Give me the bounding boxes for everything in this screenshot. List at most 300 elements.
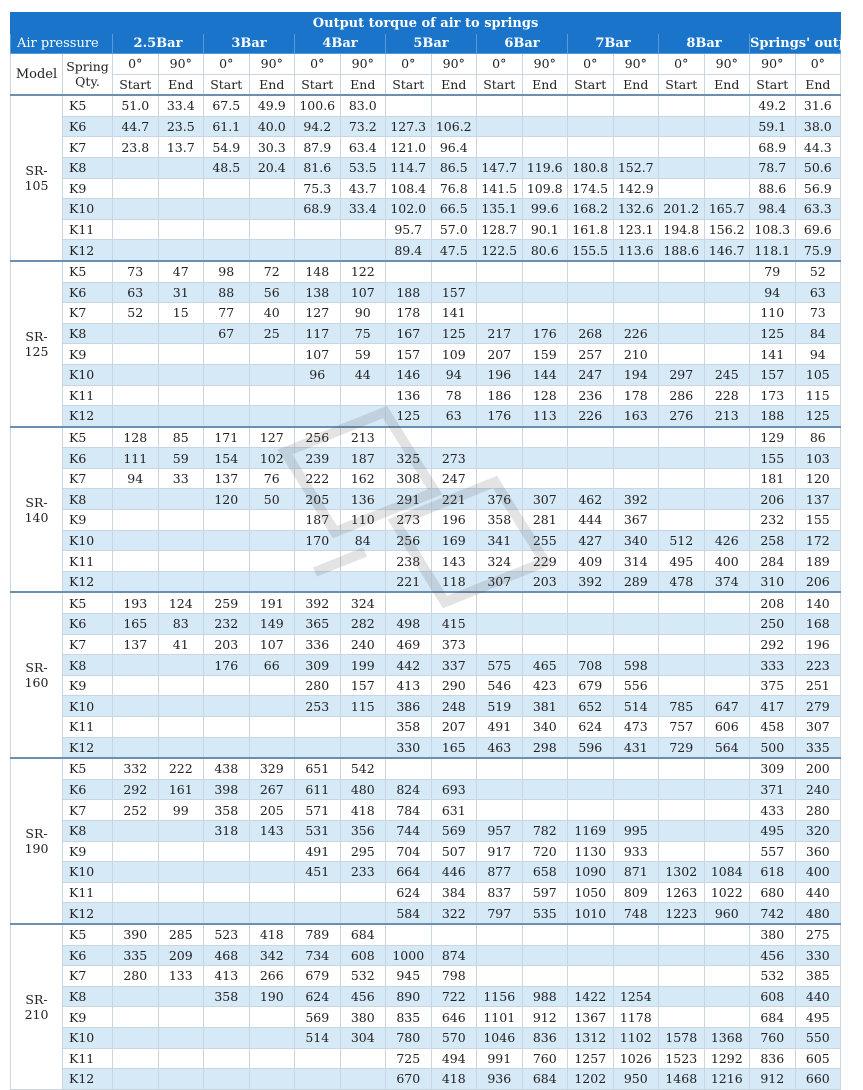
torque-value-cell: [249, 1048, 295, 1069]
torque-value-cell: [613, 924, 659, 945]
spring-qty-cell: K5: [63, 427, 113, 448]
torque-value-cell: 157: [386, 344, 432, 365]
torque-value-cell: [477, 966, 523, 987]
torque-value-cell: 523: [204, 924, 250, 945]
torque-value-cell: [113, 157, 159, 178]
torque-value-cell: 468: [204, 945, 250, 966]
torque-value-cell: 456: [750, 945, 796, 966]
torque-value-cell: 132.6: [613, 199, 659, 220]
torque-value-cell: 78.7: [750, 157, 796, 178]
torque-value-cell: [477, 634, 523, 655]
torque-value-cell: 63: [431, 406, 477, 427]
torque-value-cell: 478: [659, 571, 705, 592]
torque-value-cell: 137: [113, 634, 159, 655]
torque-value-cell: [113, 1048, 159, 1069]
torque-value-cell: 423: [522, 675, 568, 696]
torque-value-cell: [477, 116, 523, 137]
spring-qty-cell: K11: [63, 385, 113, 406]
torque-value-cell: [704, 592, 750, 613]
torque-value-cell: 512: [659, 530, 705, 551]
torque-value-cell: 102: [249, 448, 295, 469]
torque-value-cell: 51.0: [113, 95, 159, 116]
torque-value-cell: 785: [659, 696, 705, 717]
torque-value-cell: 290: [431, 675, 477, 696]
torque-value-cell: [522, 592, 568, 613]
torque-value-cell: [113, 820, 159, 841]
table-row: [11, 945, 841, 966]
torque-value-cell: 163: [613, 406, 659, 427]
spring-qty-cell: K8: [63, 157, 113, 178]
torque-value-cell: [158, 841, 204, 862]
torque-value-cell: 1102: [613, 1027, 659, 1048]
torque-value-cell: 722: [431, 986, 477, 1007]
springs-output-header: Springs' output: [750, 34, 841, 54]
torque-value-cell: 233: [340, 862, 386, 883]
torque-value-cell: 1367: [568, 1007, 614, 1028]
torque-value-cell: 137: [204, 468, 250, 489]
table-row: [11, 303, 841, 324]
torque-value-cell: 56: [249, 282, 295, 303]
torque-value-cell: 72: [249, 261, 295, 282]
torque-value-cell: [477, 468, 523, 489]
torque-value-cell: 333: [750, 655, 796, 676]
torque-value-cell: 569: [431, 820, 477, 841]
torque-value-cell: 103: [795, 448, 841, 469]
spring-qty-cell: K6: [63, 779, 113, 800]
model-cell: SR- 190: [11, 758, 63, 924]
torque-value-cell: [249, 571, 295, 592]
torque-value-cell: [113, 675, 159, 696]
torque-value-cell: 400: [795, 862, 841, 883]
torque-value-cell: 86.5: [431, 157, 477, 178]
torque-value-cell: 77: [204, 303, 250, 324]
torque-value-cell: 409: [568, 551, 614, 572]
torque-value-cell: [704, 800, 750, 821]
torque-value-cell: [249, 364, 295, 385]
torque-value-cell: 273: [431, 448, 477, 469]
torque-value-cell: [431, 427, 477, 448]
torque-value-cell: 140: [795, 592, 841, 613]
torque-value-cell: 203: [204, 634, 250, 655]
torque-value-cell: 128: [522, 385, 568, 406]
pressure-header: 7Bar: [568, 34, 659, 54]
torque-value-cell: 137: [795, 489, 841, 510]
torque-table-container: [10, 12, 863, 1090]
torque-value-cell: [113, 385, 159, 406]
torque-value-cell: 157: [750, 364, 796, 385]
torque-value-cell: [113, 323, 159, 344]
angle-header: 0°: [477, 54, 523, 75]
torque-value-cell: 789: [295, 924, 341, 945]
torque-value-cell: 109: [431, 344, 477, 365]
pressure-header: 6Bar: [477, 34, 568, 54]
torque-value-cell: 81.6: [295, 157, 341, 178]
torque-value-cell: 624: [295, 986, 341, 1007]
torque-value-cell: 598: [613, 655, 659, 676]
torque-value-cell: [704, 758, 750, 779]
torque-value-cell: [659, 966, 705, 987]
torque-value-cell: [613, 448, 659, 469]
torque-value-cell: 125: [431, 323, 477, 344]
start-end-header: End: [795, 74, 841, 95]
table-row: [11, 634, 841, 655]
torque-value-cell: 330: [386, 737, 432, 758]
torque-value-cell: 1084: [704, 862, 750, 883]
torque-value-cell: 40.0: [249, 116, 295, 137]
torque-value-cell: 608: [750, 986, 796, 1007]
torque-value-cell: 400: [704, 551, 750, 572]
torque-value-cell: [659, 758, 705, 779]
torque-value-cell: [477, 261, 523, 282]
torque-value-cell: 251: [795, 675, 841, 696]
torque-value-cell: [158, 199, 204, 220]
torque-value-cell: [522, 116, 568, 137]
torque-value-cell: 298: [522, 737, 568, 758]
torque-value-cell: 309: [750, 758, 796, 779]
torque-value-cell: [704, 157, 750, 178]
torque-value-cell: 660: [795, 1069, 841, 1090]
torque-value-cell: 1022: [704, 882, 750, 903]
spring-qty-cell: K8: [63, 655, 113, 676]
torque-value-cell: [158, 551, 204, 572]
torque-value-cell: 440: [795, 882, 841, 903]
torque-value-cell: 47.5: [431, 240, 477, 261]
torque-value-cell: [659, 986, 705, 1007]
torque-value-cell: [113, 1007, 159, 1028]
torque-value-cell: 380: [750, 924, 796, 945]
angle-header: 0°: [568, 54, 614, 75]
torque-value-cell: 149: [249, 614, 295, 635]
torque-value-cell: [340, 219, 386, 240]
torque-value-cell: 273: [386, 510, 432, 531]
spring-qty-cell: K12: [63, 406, 113, 427]
torque-value-cell: 329: [249, 758, 295, 779]
torque-value-cell: [113, 882, 159, 903]
torque-value-cell: [295, 717, 341, 738]
torque-value-cell: [158, 655, 204, 676]
spring-qty-cell: K5: [63, 95, 113, 116]
torque-value-cell: 117: [295, 323, 341, 344]
torque-value-cell: [158, 1069, 204, 1090]
torque-value-cell: [613, 261, 659, 282]
torque-value-cell: 94: [431, 364, 477, 385]
torque-value-cell: 374: [704, 571, 750, 592]
torque-value-cell: 398: [204, 779, 250, 800]
torque-value-cell: [113, 986, 159, 1007]
torque-value-cell: 94.2: [295, 116, 341, 137]
torque-value-cell: [158, 737, 204, 758]
torque-value-cell: [568, 137, 614, 158]
torque-value-cell: [568, 261, 614, 282]
torque-value-cell: 570: [431, 1027, 477, 1048]
torque-value-cell: 936: [477, 1069, 523, 1090]
torque-value-cell: 835: [386, 1007, 432, 1028]
spring-qty-cell: K8: [63, 820, 113, 841]
model-cell: SR- 105: [11, 95, 63, 261]
torque-value-cell: 252: [113, 800, 159, 821]
torque-value-cell: [568, 966, 614, 987]
torque-value-cell: [477, 945, 523, 966]
torque-value-cell: 87.9: [295, 137, 341, 158]
torque-value-cell: [568, 592, 614, 613]
torque-value-cell: [704, 489, 750, 510]
torque-value-cell: [113, 510, 159, 531]
torque-value-cell: 658: [522, 862, 568, 883]
torque-value-cell: 125: [386, 406, 432, 427]
table-row: [11, 986, 841, 1007]
torque-value-cell: [477, 924, 523, 945]
spring-qty-cell: K9: [63, 178, 113, 199]
torque-value-cell: 49.2: [750, 95, 796, 116]
torque-value-cell: [568, 303, 614, 324]
torque-value-cell: 1050: [568, 882, 614, 903]
torque-value-cell: [522, 966, 568, 987]
torque-value-cell: 335: [113, 945, 159, 966]
table-row: [11, 1027, 841, 1048]
torque-value-cell: 107: [249, 634, 295, 655]
torque-value-cell: 462: [568, 489, 614, 510]
torque-value-cell: 236: [568, 385, 614, 406]
torque-value-cell: 124: [158, 592, 204, 613]
torque-value-cell: [386, 592, 432, 613]
torque-value-cell: 118.1: [750, 240, 796, 261]
torque-value-cell: [704, 945, 750, 966]
torque-value-cell: [249, 219, 295, 240]
torque-value-cell: 84: [795, 323, 841, 344]
torque-value-cell: 679: [295, 966, 341, 987]
torque-value-cell: 107: [340, 282, 386, 303]
torque-value-cell: [386, 758, 432, 779]
torque-value-cell: 190: [249, 986, 295, 1007]
table-row: [11, 696, 841, 717]
torque-value-cell: [431, 758, 477, 779]
torque-value-cell: [158, 717, 204, 738]
torque-value-cell: [477, 448, 523, 469]
torque-value-cell: [659, 261, 705, 282]
torque-value-cell: 247: [568, 364, 614, 385]
torque-value-cell: [704, 427, 750, 448]
table-row: [11, 261, 841, 282]
torque-value-cell: 118: [431, 571, 477, 592]
start-end-header: Start: [386, 74, 432, 95]
torque-value-cell: 171: [204, 427, 250, 448]
torque-value-cell: 170: [295, 530, 341, 551]
torque-value-cell: 44.3: [795, 137, 841, 158]
torque-value-cell: [158, 882, 204, 903]
torque-value-cell: [204, 862, 250, 883]
torque-value-cell: [340, 1069, 386, 1090]
torque-value-cell: 373: [431, 634, 477, 655]
torque-value-cell: 325: [386, 448, 432, 469]
torque-value-cell: 519: [477, 696, 523, 717]
start-end-header: Start: [477, 74, 523, 95]
torque-value-cell: 174.5: [568, 178, 614, 199]
torque-value-cell: [158, 219, 204, 240]
spring-qty-cell: K10: [63, 696, 113, 717]
torque-value-cell: [613, 468, 659, 489]
torque-value-cell: [568, 95, 614, 116]
table-row: [11, 344, 841, 365]
torque-value-cell: 1216: [704, 1069, 750, 1090]
torque-value-cell: 196: [477, 364, 523, 385]
torque-value-cell: 1263: [659, 882, 705, 903]
torque-value-cell: 318: [204, 820, 250, 841]
torque-value-cell: [522, 924, 568, 945]
table-row: [11, 323, 841, 344]
torque-value-cell: 106.2: [431, 116, 477, 137]
torque-value-cell: 115: [795, 385, 841, 406]
torque-value-cell: 146.7: [704, 240, 750, 261]
torque-value-cell: [249, 406, 295, 427]
torque-value-cell: [704, 1007, 750, 1028]
torque-value-cell: 375: [750, 675, 796, 696]
spring-qty-cell: K11: [63, 717, 113, 738]
spring-qty-cell: K11: [63, 551, 113, 572]
torque-value-cell: 725: [386, 1048, 432, 1069]
spring-qty-cell: K6: [63, 614, 113, 635]
torque-value-cell: [340, 571, 386, 592]
torque-value-cell: [431, 95, 477, 116]
torque-value-cell: 125: [750, 323, 796, 344]
torque-value-cell: 646: [431, 1007, 477, 1028]
spring-qty-header: Spring Qty.: [63, 54, 113, 96]
torque-value-cell: 120: [204, 489, 250, 510]
torque-value-cell: [113, 841, 159, 862]
torque-value-cell: [522, 468, 568, 489]
torque-value-cell: 465: [522, 655, 568, 676]
torque-value-cell: 385: [795, 966, 841, 987]
torque-value-cell: 75.3: [295, 178, 341, 199]
torque-value-cell: 100.6: [295, 95, 341, 116]
torque-value-cell: [522, 427, 568, 448]
torque-value-cell: 213: [340, 427, 386, 448]
torque-value-cell: [659, 427, 705, 448]
torque-value-cell: 597: [522, 882, 568, 903]
torque-value-cell: [477, 303, 523, 324]
torque-value-cell: 68.9: [295, 199, 341, 220]
torque-value-cell: [659, 634, 705, 655]
model-cell: SR- 160: [11, 592, 63, 758]
torque-value-cell: 285: [158, 924, 204, 945]
spring-qty-cell: K6: [63, 116, 113, 137]
table-row: [11, 178, 841, 199]
torque-value-cell: 128.7: [477, 219, 523, 240]
torque-value-cell: 253: [295, 696, 341, 717]
spring-qty-cell: K7: [63, 634, 113, 655]
torque-value-cell: 569: [295, 1007, 341, 1028]
torque-value-cell: 824: [386, 779, 432, 800]
torque-value-cell: 176: [477, 406, 523, 427]
torque-value-cell: 950: [613, 1069, 659, 1090]
table-row: [11, 468, 841, 489]
angle-header: 90°: [704, 54, 750, 75]
torque-value-cell: [249, 385, 295, 406]
torque-value-cell: [113, 717, 159, 738]
table-row: [11, 1069, 841, 1090]
table-row: [11, 240, 841, 261]
torque-value-cell: 358: [386, 717, 432, 738]
torque-value-cell: [613, 758, 659, 779]
torque-value-cell: 708: [568, 655, 614, 676]
torque-value-cell: [340, 551, 386, 572]
torque-value-cell: [113, 862, 159, 883]
torque-value-cell: 473: [613, 717, 659, 738]
torque-value-cell: 289: [613, 571, 659, 592]
torque-value-cell: [204, 882, 250, 903]
pressure-header: 5Bar: [386, 34, 477, 54]
torque-value-cell: 542: [340, 758, 386, 779]
torque-value-cell: 693: [431, 779, 477, 800]
torque-value-cell: [158, 530, 204, 551]
torque-value-cell: 109.8: [522, 178, 568, 199]
table-row: [11, 427, 841, 448]
torque-value-cell: 226: [568, 406, 614, 427]
torque-value-cell: [613, 116, 659, 137]
torque-value-cell: 98: [204, 261, 250, 282]
torque-value-cell: 165: [431, 737, 477, 758]
spring-qty-cell: K8: [63, 323, 113, 344]
torque-value-cell: [249, 551, 295, 572]
torque-value-cell: [295, 1048, 341, 1069]
torque-value-cell: 176: [522, 323, 568, 344]
torque-value-cell: 310: [750, 571, 796, 592]
torque-value-cell: [204, 178, 250, 199]
torque-value-cell: 1000: [386, 945, 432, 966]
torque-value-cell: [249, 717, 295, 738]
torque-value-cell: 358: [204, 800, 250, 821]
torque-value-cell: 136: [386, 385, 432, 406]
torque-value-cell: [204, 406, 250, 427]
torque-value-cell: [204, 1048, 250, 1069]
start-end-header: End: [340, 74, 386, 95]
torque-value-cell: 156.2: [704, 219, 750, 240]
torque-value-cell: [659, 489, 705, 510]
torque-value-cell: [249, 199, 295, 220]
torque-value-cell: 413: [204, 966, 250, 987]
angle-header: 90°: [158, 54, 204, 75]
torque-value-cell: [522, 800, 568, 821]
torque-value-cell: 122: [340, 261, 386, 282]
torque-value-cell: 571: [295, 800, 341, 821]
torque-value-cell: 68.9: [750, 137, 796, 158]
torque-value-cell: 912: [522, 1007, 568, 1028]
torque-value-cell: 61.1: [204, 116, 250, 137]
torque-value-cell: 138: [295, 282, 341, 303]
torque-value-cell: 729: [659, 737, 705, 758]
torque-value-cell: 611: [295, 779, 341, 800]
torque-value-cell: 63: [795, 282, 841, 303]
torque-value-cell: [613, 303, 659, 324]
torque-value-cell: [477, 95, 523, 116]
torque-value-cell: 123.1: [613, 219, 659, 240]
torque-value-cell: [204, 530, 250, 551]
torque-value-cell: 415: [431, 614, 477, 635]
torque-value-cell: [568, 614, 614, 635]
torque-value-cell: 57.0: [431, 219, 477, 240]
torque-value-cell: [340, 903, 386, 924]
model-cell: SR- 125: [11, 261, 63, 427]
torque-value-cell: [249, 882, 295, 903]
torque-value-cell: 168.2: [568, 199, 614, 220]
torque-value-cell: 742: [750, 903, 796, 924]
torque-value-cell: 180.8: [568, 157, 614, 178]
torque-value-cell: [158, 1027, 204, 1048]
model-cell: SR- 210: [11, 924, 63, 1089]
spring-qty-cell: K10: [63, 364, 113, 385]
torque-value-cell: 122.5: [477, 240, 523, 261]
torque-value-cell: [568, 448, 614, 469]
torque-value-cell: 63.4: [340, 137, 386, 158]
